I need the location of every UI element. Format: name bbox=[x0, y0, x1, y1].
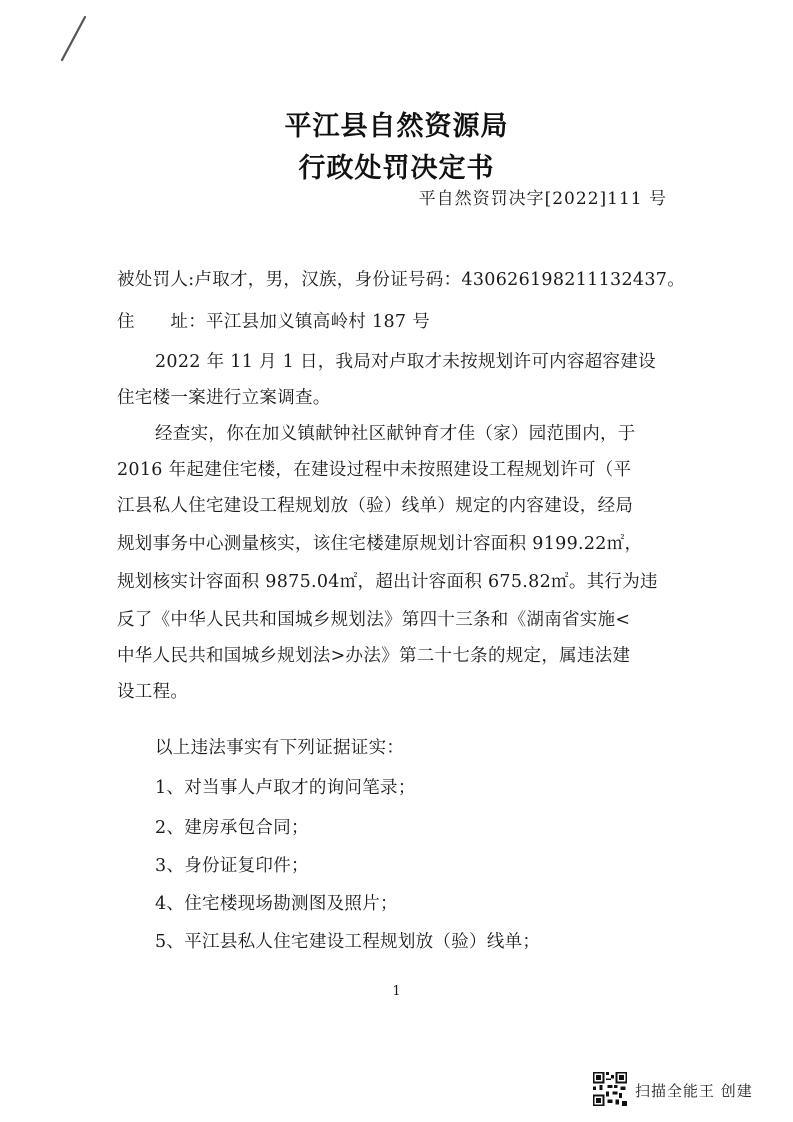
paragraph-2-line-2: 2016 年起建住宅楼，在建设过程中未按照建设工程规划许可（平 bbox=[117, 460, 632, 480]
evidence-item-5: 5、平江县私人住宅建设工程规划放（验）线单； bbox=[155, 932, 541, 952]
paragraph-1-line-1: 2022 年 11 月 1 日，我局对卢取才未按规划许可内容超容建设 bbox=[155, 352, 656, 372]
document-type-title: 行政处罚决定书 bbox=[298, 153, 495, 184]
paragraph-1-line-2: 住宅楼一案进行立案调查。 bbox=[117, 388, 331, 408]
paragraph-2-line-1: 经查实，你在加义镇献钟社区献钟育才佳（家）园范围内，于 bbox=[155, 424, 636, 444]
scanner-brand-label: 扫描全能王 创建 bbox=[635, 1082, 753, 1100]
evidence-intro: 以上违法事实有下列证据证实： bbox=[155, 738, 405, 758]
paragraph-2-line-6: 反了《中华人民共和国城乡规划法》第四十三条和《湖南省实施< bbox=[117, 610, 631, 630]
qr-code-icon bbox=[593, 1072, 627, 1106]
party-info: 被处罚人:卢取才，男，汉族，身份证号码：430626198211132437。 bbox=[117, 270, 686, 290]
paragraph-2-line-5: 规划核实计容面积 9875.04㎡，超出计容面积 675.82㎡。其行为违 bbox=[117, 572, 658, 592]
paragraph-2-line-4: 规划事务中心测量核实，该住宅楼建原规划计容面积 9199.22㎡， bbox=[117, 534, 643, 554]
evidence-item-3: 3、身份证复印件； bbox=[155, 856, 309, 876]
page-number: 1 bbox=[392, 984, 401, 999]
paragraph-2-line-8: 设工程。 bbox=[117, 682, 189, 702]
paragraph-2-line-3: 江县私人住宅建设工程规划放（验）线单）规定的内容建设，经局 bbox=[117, 496, 634, 516]
paragraph-2-line-7: 中华人民共和国城乡规划法>办法》第二十七条的规定，属违法建 bbox=[117, 646, 631, 666]
scanner-watermark bbox=[593, 1072, 783, 1112]
evidence-item-4: 4、住宅楼现场勘测图及照片； bbox=[155, 894, 398, 914]
document-number: 平自然资罚决字[2022]111 号 bbox=[418, 189, 667, 209]
evidence-item-2: 2、建房承包合同； bbox=[155, 818, 309, 838]
pen-stroke-mark bbox=[58, 14, 88, 64]
document-authority-title: 平江县自然资源局 bbox=[284, 111, 509, 142]
evidence-item-1: 1、对当事人卢取才的询问笔录； bbox=[155, 778, 416, 798]
party-address: 住 址：平江县加义镇高岭村 187 号 bbox=[117, 312, 431, 332]
